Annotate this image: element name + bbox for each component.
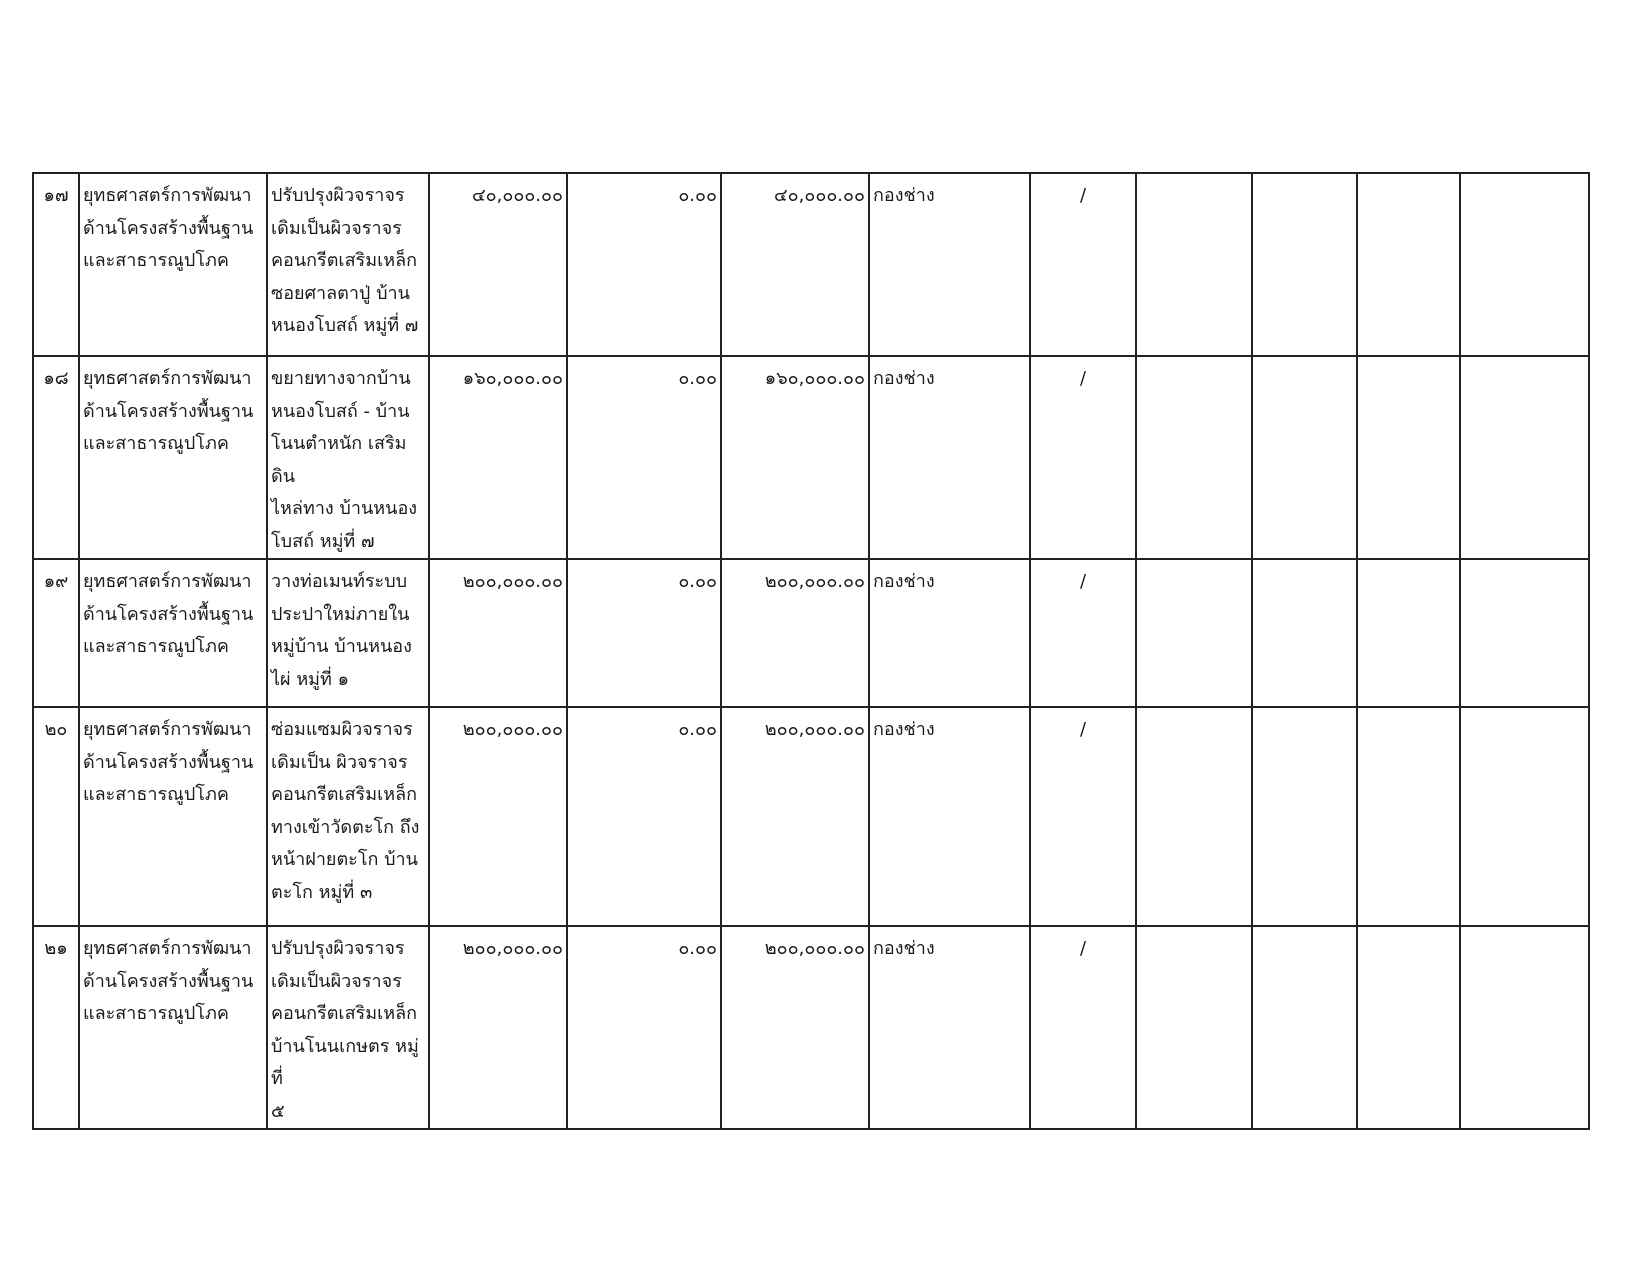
unit-cell: กองช่าง	[869, 926, 1030, 1129]
status-mark-cell: /	[1030, 559, 1136, 707]
empty-cell	[1460, 707, 1589, 926]
strategy-cell: ยุทธศาสตร์การพัฒนา ด้านโครงสร้างพื้นฐาน และสาธารณูปโภค	[79, 926, 267, 1129]
empty-cell	[1136, 707, 1252, 926]
project-cell: ปรับปรุงผิวจราจร เดิมเป็นผิวจราจร คอนกรีตเสริมเหล็ก บ้านโนนเกษตร หมู่ที่ ๕	[267, 926, 429, 1129]
status-mark-cell: /	[1030, 926, 1136, 1129]
strategy-cell: ยุทธศาสตร์การพัฒนา ด้านโครงสร้างพื้นฐาน และสาธารณูปโภค	[79, 356, 267, 559]
budget-cell: ๒๐๐,๐๐๐.๐๐	[429, 707, 567, 926]
empty-cell	[1357, 356, 1460, 559]
total-cell: ๒๐๐,๐๐๐.๐๐	[721, 559, 869, 707]
project-cell: ปรับปรุงผิวจราจร เดิมเป็นผิวจราจร คอนกรีตเสริมเหล็ก ซอยศาลตาปู่ บ้าน หนองโบสถ์ หมู่ที่ ๗	[267, 173, 429, 356]
strategy-cell: ยุทธศาสตร์การพัฒนา ด้านโครงสร้างพื้นฐาน และสาธารณูปโภค	[79, 559, 267, 707]
table-row	[33, 173, 1589, 356]
spent-cell: ๐.๐๐	[567, 173, 721, 356]
budget-cell: ๔๐,๐๐๐.๐๐	[429, 173, 567, 356]
empty-cell	[1357, 926, 1460, 1129]
spent-cell: ๐.๐๐	[567, 707, 721, 926]
empty-cell	[1136, 173, 1252, 356]
project-table	[32, 172, 1590, 1130]
strategy-cell: ยุทธศาสตร์การพัฒนา ด้านโครงสร้างพื้นฐาน และสาธารณูปโภค	[79, 173, 267, 356]
unit-cell: กองช่าง	[869, 707, 1030, 926]
empty-cell	[1357, 707, 1460, 926]
strategy-cell: ยุทธศาสตร์การพัฒนา ด้านโครงสร้างพื้นฐาน และสาธารณูปโภค	[79, 707, 267, 926]
table-row	[33, 356, 1589, 559]
status-mark-cell: /	[1030, 356, 1136, 559]
project-cell: ขยายทางจากบ้าน หนองโบสถ์ - บ้าน โนนตำหนัก เสริมดิน ไหล่ทาง บ้านหนอง โบสถ์ หมู่ที่ ๗	[267, 356, 429, 559]
status-mark-cell: /	[1030, 707, 1136, 926]
budget-cell: ๒๐๐,๐๐๐.๐๐	[429, 926, 567, 1129]
empty-cell	[1136, 356, 1252, 559]
empty-cell	[1252, 559, 1357, 707]
table-row	[33, 926, 1589, 1129]
empty-cell	[1357, 173, 1460, 356]
project-cell: ซ่อมแซมผิวจราจร เดิมเป็น ผิวจราจร คอนกรีตเสริมเหล็ก ทางเข้าวัดตะโก ถึง หน้าฝายตะโก บ้าน ตะโก หมู่ที่ ๓	[267, 707, 429, 926]
empty-cell	[1252, 356, 1357, 559]
row-number: ๑๙	[33, 559, 79, 707]
empty-cell	[1357, 559, 1460, 707]
total-cell: ๑๖๐,๐๐๐.๐๐	[721, 356, 869, 559]
status-mark-cell: /	[1030, 173, 1136, 356]
spent-cell: ๐.๐๐	[567, 356, 721, 559]
project-cell: วางท่อเมนท์ระบบ ประปาใหม่ภายใน หมู่บ้าน บ้านหนอง ไผ่ หมู่ที่ ๑	[267, 559, 429, 707]
unit-cell: กองช่าง	[869, 356, 1030, 559]
row-number: ๑๗	[33, 173, 79, 356]
table-row	[33, 707, 1589, 926]
empty-cell	[1252, 926, 1357, 1129]
unit-cell: กองช่าง	[869, 559, 1030, 707]
row-number: ๑๘	[33, 356, 79, 559]
budget-cell: ๑๖๐,๐๐๐.๐๐	[429, 356, 567, 559]
row-number: ๒๑	[33, 926, 79, 1129]
spent-cell: ๐.๐๐	[567, 926, 721, 1129]
empty-cell	[1460, 173, 1589, 356]
total-cell: ๒๐๐,๐๐๐.๐๐	[721, 926, 869, 1129]
empty-cell	[1460, 926, 1589, 1129]
empty-cell	[1136, 926, 1252, 1129]
budget-cell: ๒๐๐,๐๐๐.๐๐	[429, 559, 567, 707]
empty-cell	[1460, 356, 1589, 559]
unit-cell: กองช่าง	[869, 173, 1030, 356]
table-row	[33, 559, 1589, 707]
row-number: ๒๐	[33, 707, 79, 926]
total-cell: ๔๐,๐๐๐.๐๐	[721, 173, 869, 356]
empty-cell	[1460, 559, 1589, 707]
total-cell: ๒๐๐,๐๐๐.๐๐	[721, 707, 869, 926]
empty-cell	[1136, 559, 1252, 707]
empty-cell	[1252, 173, 1357, 356]
spent-cell: ๐.๐๐	[567, 559, 721, 707]
empty-cell	[1252, 707, 1357, 926]
